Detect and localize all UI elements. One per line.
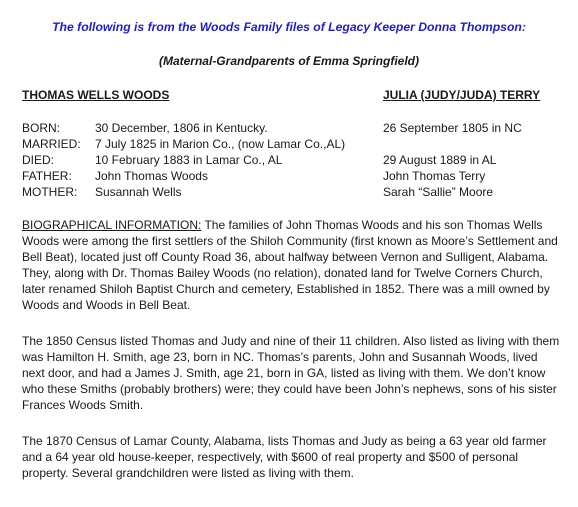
husband-vital-value: 7 July 1825 in Marion Co., (now Lamar Co.,AL): [95, 137, 346, 151]
vital-label: MARRIED:: [22, 137, 81, 151]
vital-label: FATHER:: [22, 169, 72, 183]
subtitle-line: (Maternal-Grandparents of Emma Springfield): [158, 54, 420, 68]
vital-label: MOTHER:: [22, 185, 78, 199]
vital-row-born: [22, 121, 562, 136]
husband-vital-value: 10 February 1883 in Lamar Co., AL: [95, 153, 283, 167]
wife-vital-value: Sarah “Sallie” Moore: [383, 185, 494, 199]
biographical-paragraph: [22, 217, 562, 314]
wife-name-heading: JULIA (JUDY/JUDA) TERRY: [383, 88, 541, 102]
vital-row-father: [22, 169, 562, 184]
biographical-text: The families of John Thomas Woods and his son Thomas Wells Woods were among the first settlers of the Shiloh Community (first known as Moore’s Settlement and Bell Beat), located just off County Road 36, about halfway between Vernon and Sulligent, Alabama. They, along with Dr. Thomas Bailey Woods (no relation), donated land for Twelve Corners Church, later renamed Shiloh Baptist Church and cemetery, Established in 1852. There was a mill owned by Woods and Woods in Bell Beat.: [22, 218, 558, 313]
husband-name-heading: THOMAS WELLS WOODS: [22, 88, 170, 102]
biographical-label: BIOGRAPHICAL INFORMATION:: [22, 218, 202, 232]
husband-vital-value: 30 December, 1806 in Kentucky.: [95, 121, 268, 135]
census-1870-paragraph: The 1870 Census of Lamar County, Alabama, lists Thomas and Judy as being a 63 year old farmer and a 64 year old house-keeper, respectively, with $600 of real property and $500 of personal property. Several grandchildren were listed as living with them.: [22, 434, 547, 481]
wife-vital-value: John Thomas Terry: [383, 169, 486, 183]
vital-row-died: [22, 153, 562, 168]
intro-line: The following is from the Woods Family files of Legacy Keeper Donna Thompson:: [52, 20, 526, 34]
wife-vital-value: 29 August 1889 in AL: [383, 153, 497, 167]
vital-row-married: [22, 137, 562, 152]
husband-vital-value: John Thomas Woods: [95, 169, 208, 183]
vital-row-mother: [22, 185, 562, 200]
vital-label: DIED:: [22, 153, 55, 167]
census-1850-paragraph: The 1850 Census listed Thomas and Judy and nine of their 11 children. Also listed as living with them was Hamilton H. Smith, age 23, born in NC. Thomas’s parents, John and Susannah Woods, lived next door, and had a James J. Smith, age 21, born in GA, listed as living with them. We don’t know who these Smiths (probably brothers) were; they could have been John’s nephews, sons of his sister Frances Woods Smith.: [22, 334, 560, 413]
vital-label: BORN:: [22, 121, 61, 135]
wife-vital-value: 26 September 1805 in NC: [383, 121, 522, 135]
husband-vital-value: Susannah Wells: [95, 185, 182, 199]
